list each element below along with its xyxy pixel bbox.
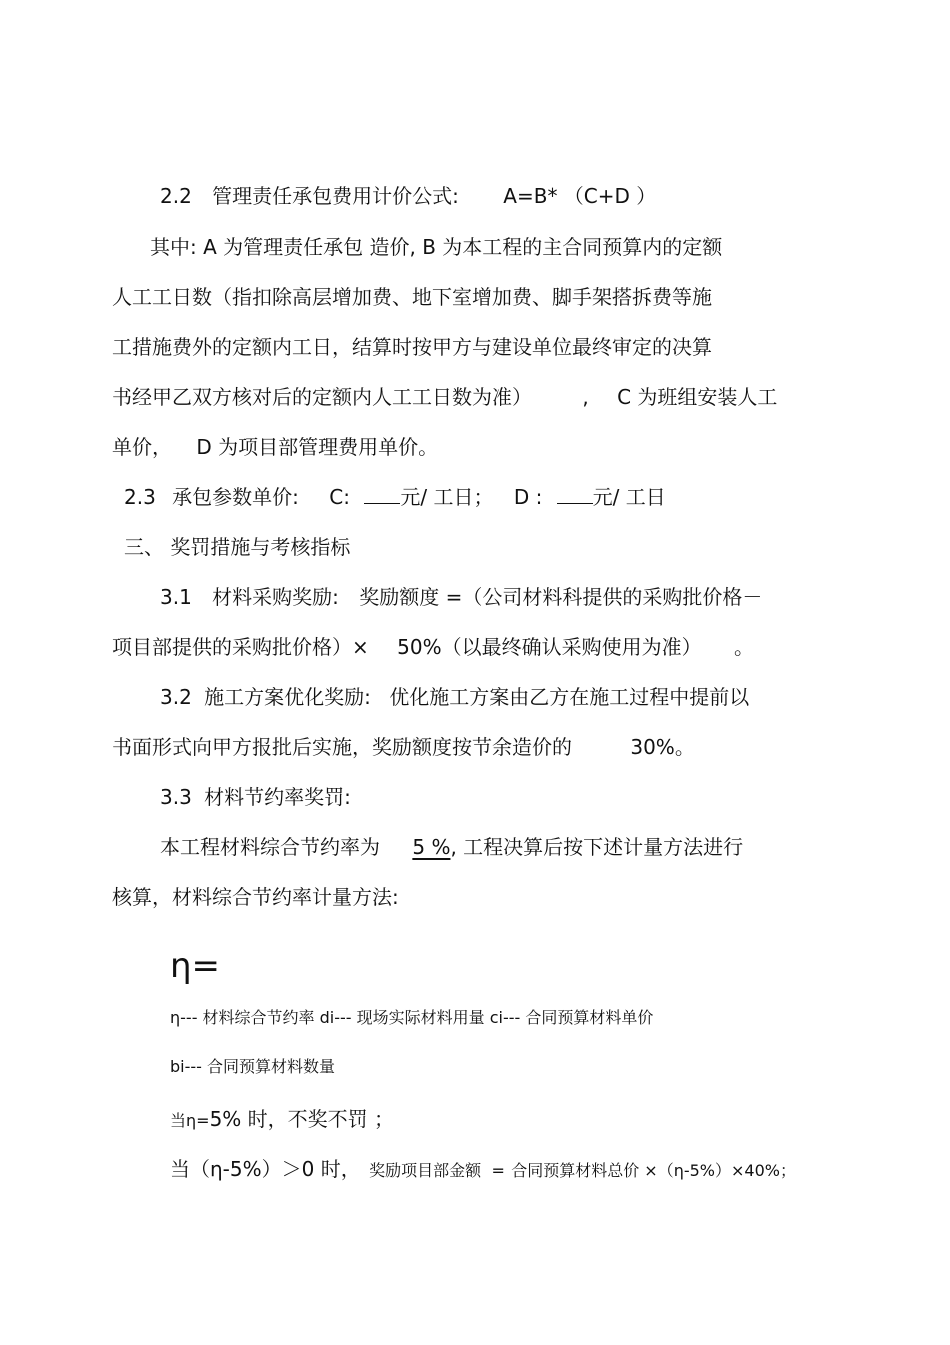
rule-reward-formula: 合同预算材料总价 ×（η-5%）×40%； — [511, 1161, 796, 1180]
section-title: 承包参数单价: — [172, 485, 299, 509]
param-c-unit: 元/ 工日； — [400, 485, 494, 509]
section-text: 书面形式向甲方报批后实施，奖励额度按节余造价的 — [112, 735, 572, 759]
desc-d-definition: D 为项目部管理费用单价。 — [196, 435, 439, 459]
period: 。 — [733, 635, 754, 659]
desc-line-5 — [112, 434, 438, 460]
desc-c-definition: C 为班组安装人工 — [617, 385, 778, 409]
section-text: 优化施工方案由乙方在施工过程中提前以 — [389, 685, 750, 709]
section-2-2 — [160, 183, 656, 209]
param-d-unit: 元/ 工日 — [592, 485, 666, 509]
cost-formula: A=B* （C+D ） — [503, 184, 657, 208]
desc-line-2: 人工工日数（指扣除高层增加费、地下室增加费、脚手架搭拆费等施 — [112, 285, 712, 309]
rule-reward — [170, 1156, 796, 1182]
section-title: 材料节约率奖罚: — [204, 785, 351, 809]
section-3-2-cont — [112, 734, 695, 760]
reward-percent: 50%（以最终确认采购使用为准） — [397, 635, 702, 659]
section-text: , 工程决算后按下述计量方法进行 — [450, 835, 744, 859]
section-title: 管理责任承包费用计价公式: — [212, 184, 459, 208]
section-number: 3.2 — [160, 685, 192, 709]
rule-condition: 当η= — [170, 1111, 210, 1130]
rule-no-reward — [170, 1106, 394, 1132]
section-3-3 — [160, 784, 351, 810]
section-3-1 — [160, 584, 762, 610]
section-number: 3.3 — [160, 785, 192, 809]
rule-result: 5% 时，不奖不罚 ； — [209, 1107, 395, 1131]
section-number: 3.1 — [160, 585, 192, 609]
param-d-label: D : — [513, 485, 543, 509]
saving-rate: 5 % — [412, 835, 451, 859]
rule-reward-label: 奖励项目部金额 — [369, 1161, 482, 1180]
section-number: 2.2 — [160, 184, 192, 208]
section-3-2 — [160, 684, 749, 710]
chapter-3-heading: 三、 奖罚措施与考核指标 — [124, 535, 351, 559]
desc-line-3: 工措施费外的定额内工日，结算时按甲方与建设单位最终审定的决算 — [112, 335, 712, 359]
desc-line-1: 其中: A 为管理责任承包 造价, B 为本工程的主合同预算内的定额 — [150, 235, 723, 259]
desc-line-4-text: 书经甲乙双方核对后的定额内人工工日数为准） — [112, 385, 532, 409]
formula-definitions-1: η--- 材料综合节约率 di--- 现场实际材料用量 ci--- 合同预算材料单价 — [170, 1008, 654, 1027]
param-d-blank — [557, 485, 593, 504]
desc-unit-price: 单价， — [112, 435, 172, 459]
section-text: 本工程材料综合节约率为 — [160, 835, 380, 859]
section-title: 材料采购奖励: — [212, 585, 339, 609]
eta-formula: η= — [170, 946, 221, 986]
section-3-3-line-1 — [160, 834, 743, 860]
savings-percent: 30%。 — [630, 735, 695, 759]
formula-definitions-2: bi--- 合同预算材料数量 — [170, 1057, 336, 1076]
reward-formula-cont: 项目部提供的采购批价格）× — [112, 635, 369, 659]
rule-condition: 当（η-5%）＞0 时， — [170, 1157, 361, 1181]
reward-formula: 奖励额度 =（公司材料科提供的采购批价格－ — [359, 585, 763, 609]
section-3-3-line-2: 核算，材料综合节约率计量方法: — [112, 885, 399, 909]
desc-line-4 — [112, 384, 777, 410]
section-2-3 — [124, 484, 666, 510]
param-c-label: C: — [329, 485, 350, 509]
rule-equals: = — [491, 1161, 505, 1180]
section-number: 2.3 — [124, 485, 156, 509]
section-title: 施工方案优化奖励: — [204, 685, 371, 709]
param-c-blank — [364, 485, 400, 504]
section-3-1-cont — [112, 634, 754, 660]
desc-comma: , — [582, 385, 589, 409]
